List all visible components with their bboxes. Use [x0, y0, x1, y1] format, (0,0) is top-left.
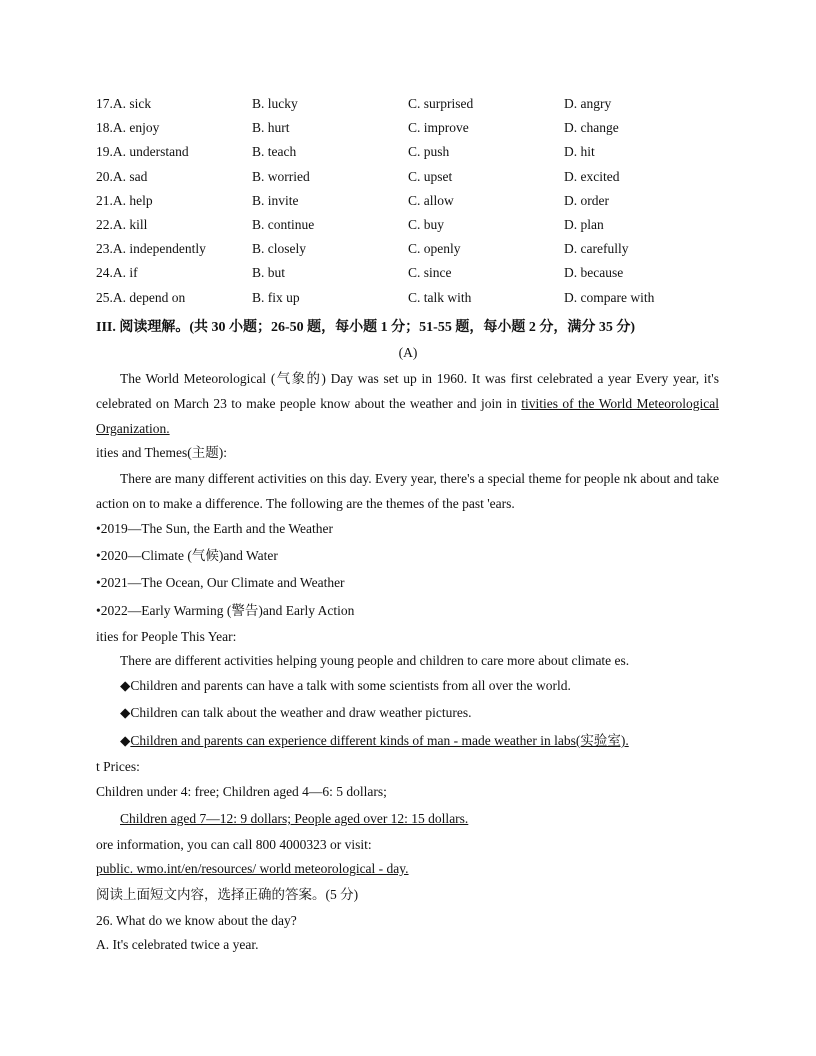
paragraph-activities: There are different activities helping young people and children to care more about climate es.	[120, 653, 630, 668]
option-a: 21.A. help	[96, 192, 153, 208]
diamond-bullet: ◆	[120, 733, 131, 748]
option-c: C. upset	[408, 168, 453, 184]
option-a: 20.A. sad	[96, 168, 148, 184]
option-a: 18.A. enjoy	[96, 120, 160, 136]
option-b: B. fix up	[252, 289, 300, 305]
option-a: 23.A. independently	[96, 241, 206, 257]
option-c: C. surprised	[408, 96, 474, 111]
option-row	[96, 289, 736, 313]
instruction: 阅读上面短文内容，选择正确的答案。(5 分)	[96, 887, 359, 902]
option-a: 22.A. kill	[96, 216, 148, 232]
option-row	[96, 192, 736, 216]
intro-text: The World Meteorological (气象的) Day was set up in 1960. It was first celebrated a year Every year, it's celebrated on March 23 to make people know about the weather and join in	[96, 371, 719, 411]
option-row	[96, 143, 736, 167]
price-line: Children under 4: free; Children aged 4—6: 5 dollars;	[96, 784, 387, 799]
themes-heading: ities and Themes(主题):	[96, 445, 227, 460]
option-b: B. teach	[252, 144, 297, 160]
website-link[interactable]: public. wmo.int/en/resources/ world meteorological - day.	[96, 861, 409, 876]
prices-heading: t Prices:	[96, 759, 140, 774]
paragraph-intro	[96, 366, 719, 441]
option-row	[96, 95, 736, 119]
option-b: B. continue	[252, 216, 315, 232]
activity-item: ◆Children and parents can have a talk with some scientists from all over the world.	[120, 678, 571, 693]
theme-item: •2019—The Sun, the Earth and the Weather	[96, 521, 333, 536]
option-row	[96, 240, 736, 264]
option-d: D. plan	[564, 216, 604, 232]
activities-heading: ities for People This Year:	[96, 629, 237, 644]
option-c: C. buy	[408, 216, 445, 232]
option-row	[96, 264, 736, 288]
option-c: C. talk with	[408, 289, 472, 305]
activity-item: ◆Children can talk about the weather and draw weather pictures.	[120, 705, 472, 720]
option-c: C. push	[408, 144, 450, 160]
option-b: B. worried	[252, 168, 310, 184]
option-a: 25.A. depend on	[96, 289, 186, 305]
option-c: C. since	[408, 265, 452, 281]
option-a: 17.A. sick	[96, 96, 152, 111]
info-line: ore information, you can call 800 4000323 or visit:	[96, 837, 372, 852]
option-b: B. closely	[252, 241, 306, 257]
option-row	[96, 168, 736, 192]
price-line-underlined: Children aged 7—12: 9 dollars; People aged over 12: 15 dollars.	[120, 811, 469, 826]
options-list	[96, 95, 736, 313]
subsection-label: (A)	[398, 345, 418, 360]
question-26: 26. What do we know about the day?	[96, 913, 297, 928]
option-d: D. angry	[564, 96, 612, 111]
option-row	[96, 119, 736, 143]
option-d: D. hit	[564, 144, 595, 160]
option-d: D. compare with	[564, 289, 655, 305]
activity-item	[120, 732, 629, 750]
theme-item: •2022—Early Warming (警告)and Early Action	[96, 603, 355, 618]
option-c: C. improve	[408, 120, 469, 136]
option-b: B. lucky	[252, 96, 298, 111]
option-a: 24.A. if	[96, 265, 138, 281]
answer-option-a: A. It's celebrated twice a year.	[96, 937, 259, 952]
option-c: C. openly	[408, 241, 461, 257]
option-row	[96, 216, 736, 240]
option-d: D. order	[564, 192, 609, 208]
intro-underlined: tivities of the World Meteorological Organization.	[96, 396, 719, 436]
option-d: D. change	[564, 120, 619, 136]
option-a: 19.A. understand	[96, 144, 189, 160]
option-d: D. carefully	[564, 241, 629, 257]
section-title: III. 阅读理解。(共 30 小题；26-50 题，每小题 1 分；51-55 题，每小题 2 分，满分 35 分)	[96, 320, 635, 335]
paragraph-themes: There are many different activities on this day. Every year, there's a special theme for people nk about and take action on to make a difference. The following are the themes of the past 'ears.	[96, 471, 719, 511]
activity-underlined: Children and parents can experience different kinds of man - made weather in labs(实验室).	[130, 733, 629, 748]
option-b: B. invite	[252, 192, 299, 208]
theme-item: •2020—Climate (气候)and Water	[96, 548, 278, 563]
option-d: D. because	[564, 265, 624, 281]
option-c: C. allow	[408, 192, 454, 208]
option-d: D. excited	[564, 168, 620, 184]
theme-item: •2021—The Ocean, Our Climate and Weather	[96, 575, 345, 590]
option-b: B. but	[252, 265, 286, 281]
option-b: B. hurt	[252, 120, 290, 136]
